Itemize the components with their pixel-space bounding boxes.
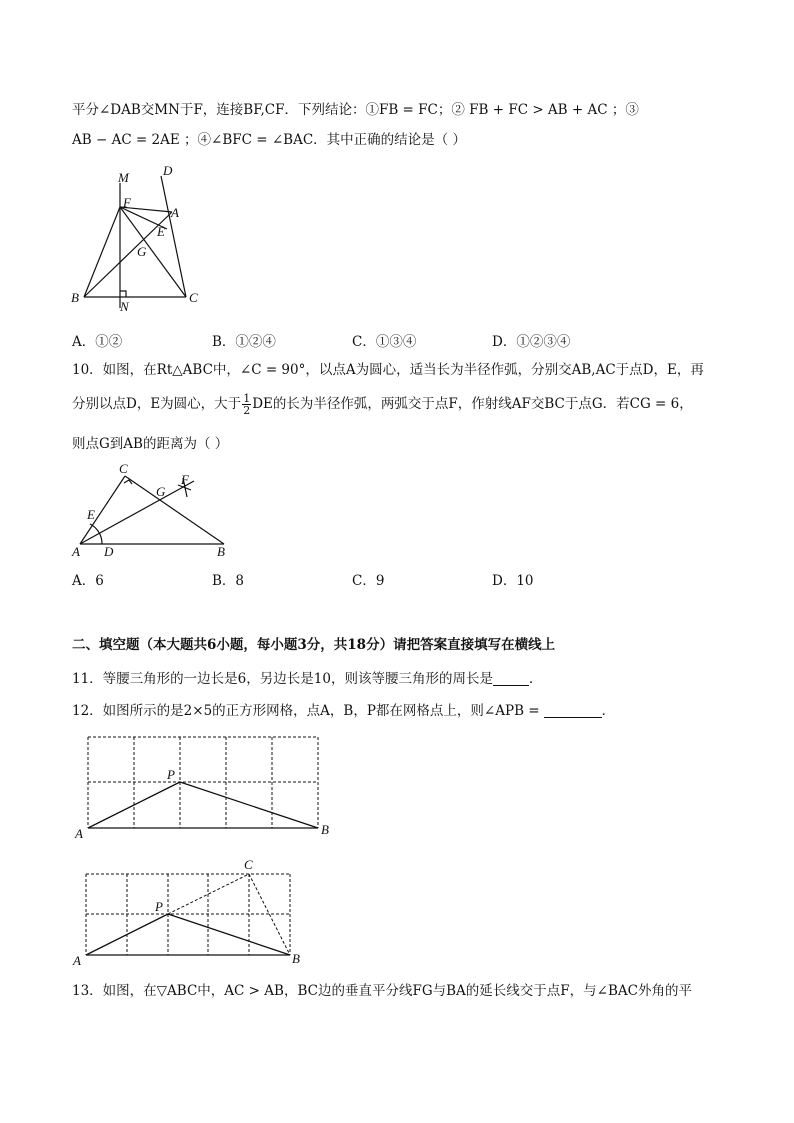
q9-label-n: N [120,299,129,314]
q12-answer-blank[interactable] [544,703,602,718]
q12-fig1-label-b: B [321,822,329,837]
q10-option-d[interactable]: D．10 [492,573,534,589]
q12-fig1-label-a: A [75,826,83,841]
q12-end: ． [601,703,616,719]
q10-option-a[interactable]: A．6 [72,573,104,589]
q10-text-line1: 10．如图，在Rt△ABC中，∠C = 90°，以点A为圆心，适当长为半径作弧，分别交AB,AC于点D，E，再 [72,362,704,378]
q9-label-d: D [163,163,173,178]
q9-label-g: G [137,244,147,259]
q9-figure [60,160,220,320]
q10-figure [60,455,240,565]
q9-label-e: E [157,224,165,239]
q12-grid-figure-1 [70,730,340,840]
q12-question [72,702,615,720]
q11-text: 11．等腰三角形的一边长是6，另边长是10，则该等腰三角形的周长是 [72,671,493,687]
q9-label-m: M [118,170,129,185]
q10-text-line2 [72,393,693,416]
q11-end: ． [528,671,543,687]
q11-answer-blank[interactable] [493,671,529,686]
q9-label-a: A [171,205,179,220]
q10-options [72,569,632,589]
q10-frac-num: 1 [243,392,251,405]
q9-option-a[interactable]: A．①② [72,334,123,350]
q10-text-line2-b: DE的长为半径作弧，两弧交于点F，作射线AF交BC于点G．若CG = 6， [252,396,693,412]
q12-grid-figure-2 [70,855,310,970]
q10-label-d: D [104,544,114,559]
q12-fig2-label-a: A [73,953,81,968]
q9-label-f: F [123,195,131,210]
q10-label-b: B [217,544,225,559]
q12-fig2-label-b: B [292,951,300,966]
q10-label-f: F [181,472,189,487]
q12-text: 12．如图所示的是2×5的正方形网格，点A，B，P都在网格点上，则∠APB = [72,703,540,719]
q9-options [72,330,632,350]
q10-label-e: E [87,507,95,522]
q10-frac-den: 2 [243,404,251,417]
q9-text-line1: 平分∠DAB交MN于F，连接BF,CF．下列结论：①FB = FC；② FB + FC > AB + AC ；③ [72,102,639,118]
q10-option-c[interactable]: C．9 [352,573,385,589]
q12-fig2-label-c: C [244,857,253,872]
q11-question [72,670,542,688]
q10-label-g: G [156,484,166,499]
q10-text-line2-a: 分别以点D，E为圆心，大于 [72,396,242,412]
q9-label-b: B [71,290,79,305]
section2-title: 二、填空题（本大题共6小题，每小题3分，共18分）请把答案直接填写在横线上 [72,637,556,653]
q12-fig2-label-p: P [155,899,163,914]
q10-fraction [242,393,251,416]
q9-label-c: C [189,290,198,305]
q10-text-line3: 则点G到AB的距离为（ ） [72,436,229,452]
q10-label-c: C [119,461,128,476]
q10-option-b[interactable]: B．8 [212,573,245,589]
q10-label-a: A [72,544,80,559]
q12-fig1-label-p: P [167,767,175,782]
q9-option-b[interactable]: B．①②④ [212,334,276,350]
q13-text: 13．如图，在▽ABC中，AC > AB，BC边的垂直平分线FG与BA的延长线交于点F，与∠BAC外角的平 [72,983,692,999]
q9-option-d[interactable]: D．①②③④ [492,334,571,350]
q9-option-c[interactable]: C．①③④ [352,334,417,350]
q9-text-line2: AB − AC = 2AE ；④∠BFC = ∠BAC．其中正确的结论是（ ） [72,132,466,148]
